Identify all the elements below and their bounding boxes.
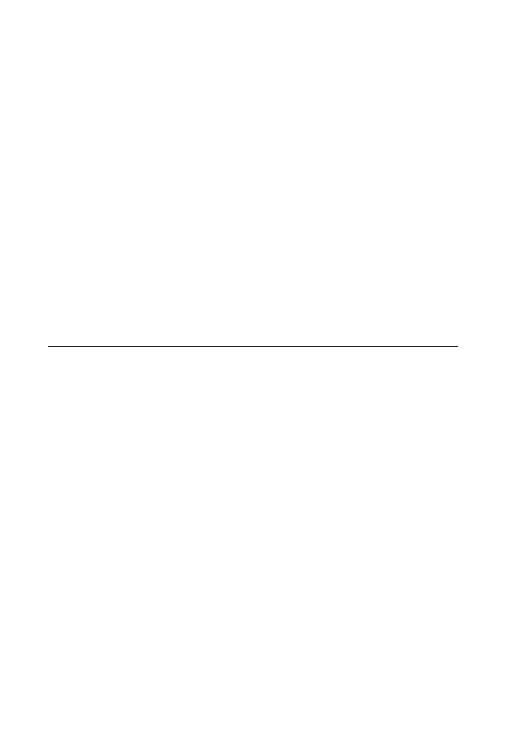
section-divider — [48, 346, 458, 347]
